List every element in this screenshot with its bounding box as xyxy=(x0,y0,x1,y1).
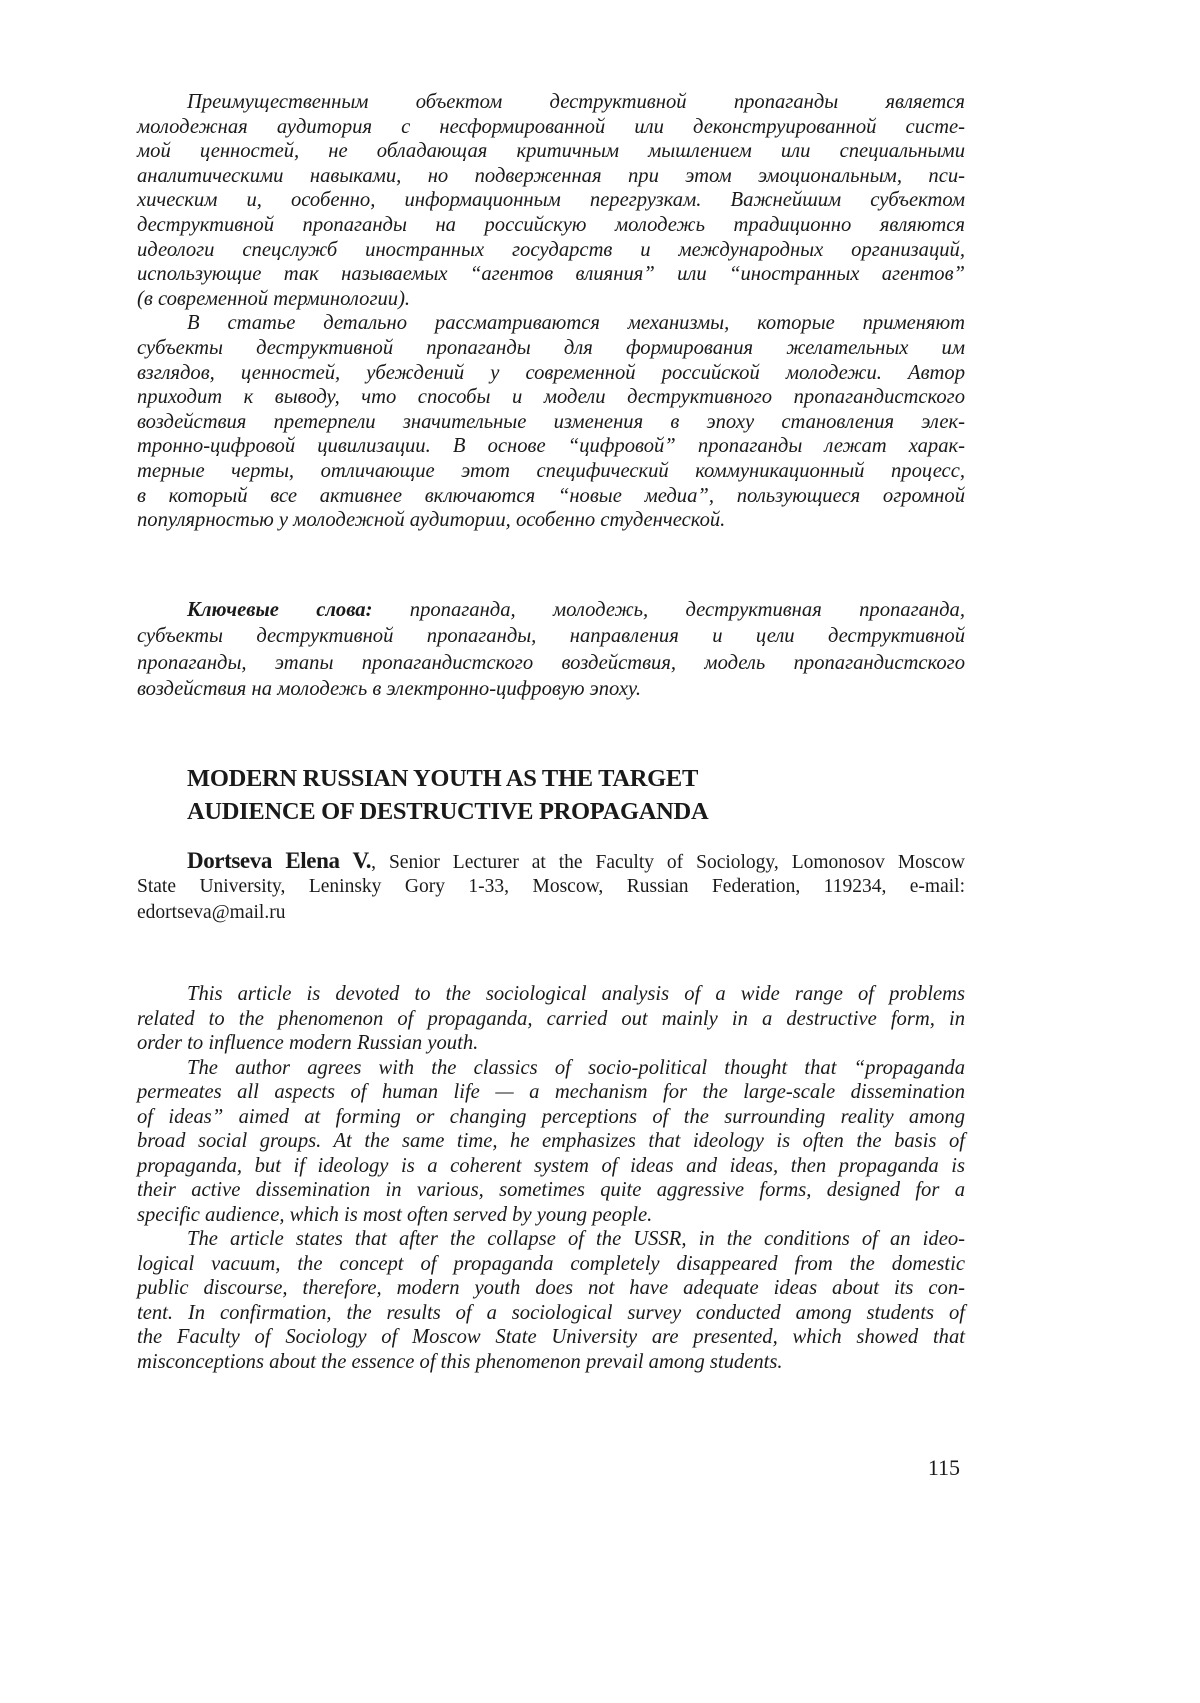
title-line: MODERN RUSSIAN YOUTH AS THE TARGET xyxy=(187,762,947,795)
author-info xyxy=(137,848,965,926)
text-line: the Faculty of Sociology of Moscow State University are presented, which showed that xyxy=(137,1325,965,1350)
text-line: related to the phenomenon of propaganda, carried out mainly in a destructive form, in xyxy=(137,1007,965,1032)
text-line: идеологи спецслужб иностранных государств и международных организаций, xyxy=(137,238,965,263)
text-line: (в современной терминологии). xyxy=(137,287,965,312)
keywords-label: Ключевые слова: xyxy=(187,599,372,621)
text-line: хическим и, особенно, информационным перегрузкам. Важнейшим субъектом xyxy=(137,188,965,213)
text-line: logical vacuum, the concept of propaganda completely disappeared from the domestic xyxy=(137,1252,965,1277)
text-line: of ideas” aimed at forming or changing perceptions of the surrounding reality among xyxy=(137,1105,965,1130)
text-line: воздействия на молодежь в электронно-цифровую эпоху. xyxy=(137,676,965,702)
text-line: specific audience, which is most often served by young people. xyxy=(137,1203,965,1228)
text-line: аналитическими навыками, но подверженная при этом эмоциональным, пси- xyxy=(137,164,965,189)
keywords-text: пропаганда, молодежь, деструктивная пропаганда, xyxy=(372,599,965,621)
text-line: мой ценностей, не обладающая критичным мышлением или специальными xyxy=(137,139,965,164)
text-line: misconceptions about the essence of this phenomenon prevail among students. xyxy=(137,1350,965,1375)
text-line: субъекты деструктивной пропаганды, направления и цели деструктивной xyxy=(137,623,965,649)
russian-abstract xyxy=(137,90,965,533)
text-line: The author agrees with the classics of socio-political thought that “propaganda xyxy=(137,1056,965,1081)
author-name: Dortseva Elena V. xyxy=(187,848,371,873)
text-line: взглядов, ценностей, убеждений у современной российской молодежи. Автор xyxy=(137,361,965,386)
text-line: The article states that after the collapse of the USSR, in the conditions of an ideo- xyxy=(137,1227,965,1252)
text-line: Преимущественным объектом деструктивной пропаганды является xyxy=(137,90,965,115)
text-line: тронно-цифровой цивилизации. В основе “цифровой” пропаганды лежат харак- xyxy=(137,434,965,459)
text-line xyxy=(137,597,965,623)
article-title xyxy=(187,762,947,828)
text-line: субъекты деструктивной пропаганды для формирования желательных им xyxy=(137,336,965,361)
text-line: their active dissemination in various, sometimes quite aggressive forms, designed for a xyxy=(137,1178,965,1203)
english-abstract xyxy=(137,982,965,1374)
text-line: воздействия претерпели значительные изменения в эпоху становления элек- xyxy=(137,410,965,435)
text-line: propaganda, but if ideology is a coherent system of ideas and ideas, then propaganda is xyxy=(137,1154,965,1179)
title-line: AUDIENCE OF DESTRUCTIVE PROPAGANDA xyxy=(187,795,947,828)
text-line: broad social groups. At the same time, he emphasizes that ideology is often the basis of xyxy=(137,1129,965,1154)
text-line: This article is devoted to the sociological analysis of a wide range of problems xyxy=(137,982,965,1007)
text-line xyxy=(137,848,965,874)
author-email: edortseva@mail.ru xyxy=(137,900,965,926)
text-line: молодежная аудитория с несформированной или деконструированной систе- xyxy=(137,115,965,140)
text-line: приходит к выводу, что способы и модели деструктивного пропагандистского xyxy=(137,385,965,410)
text-line: tent. In confirmation, the results of a sociological survey conducted among students of xyxy=(137,1301,965,1326)
text-line: public discourse, therefore, modern youth does not have adequate ideas about its con- xyxy=(137,1276,965,1301)
text-line: order to influence modern Russian youth. xyxy=(137,1031,965,1056)
text-line: терные черты, отличающие этот специфический коммуникационный процесс, xyxy=(137,459,965,484)
text-line: В статье детально рассматриваются механизмы, которые применяют xyxy=(137,311,965,336)
text-line: permeates all aspects of human life — a mechanism for the large-scale dissemination xyxy=(137,1080,965,1105)
author-affiliation: , Senior Lecturer at the Faculty of Sociology, Lomonosov Moscow xyxy=(371,852,965,873)
text-line: State University, Leninsky Gory 1-33, Moscow, Russian Federation, 119234, e-mail: xyxy=(137,874,965,900)
text-line: пропаганды, этапы пропагандистского воздействия, модель пропагандистского xyxy=(137,650,965,676)
page-number: 115 xyxy=(928,1455,960,1481)
text-line: популярностью у молодежной аудитории, особенно студенческой. xyxy=(137,508,965,533)
keywords xyxy=(137,597,965,702)
text-line: использующие так называемых “агентов влияния” или “иностранных агентов” xyxy=(137,262,965,287)
text-line: деструктивной пропаганды на российскую молодежь традиционно являются xyxy=(137,213,965,238)
text-line: в который все активнее включаются “новые медиа”, пользующиеся огромной xyxy=(137,484,965,509)
